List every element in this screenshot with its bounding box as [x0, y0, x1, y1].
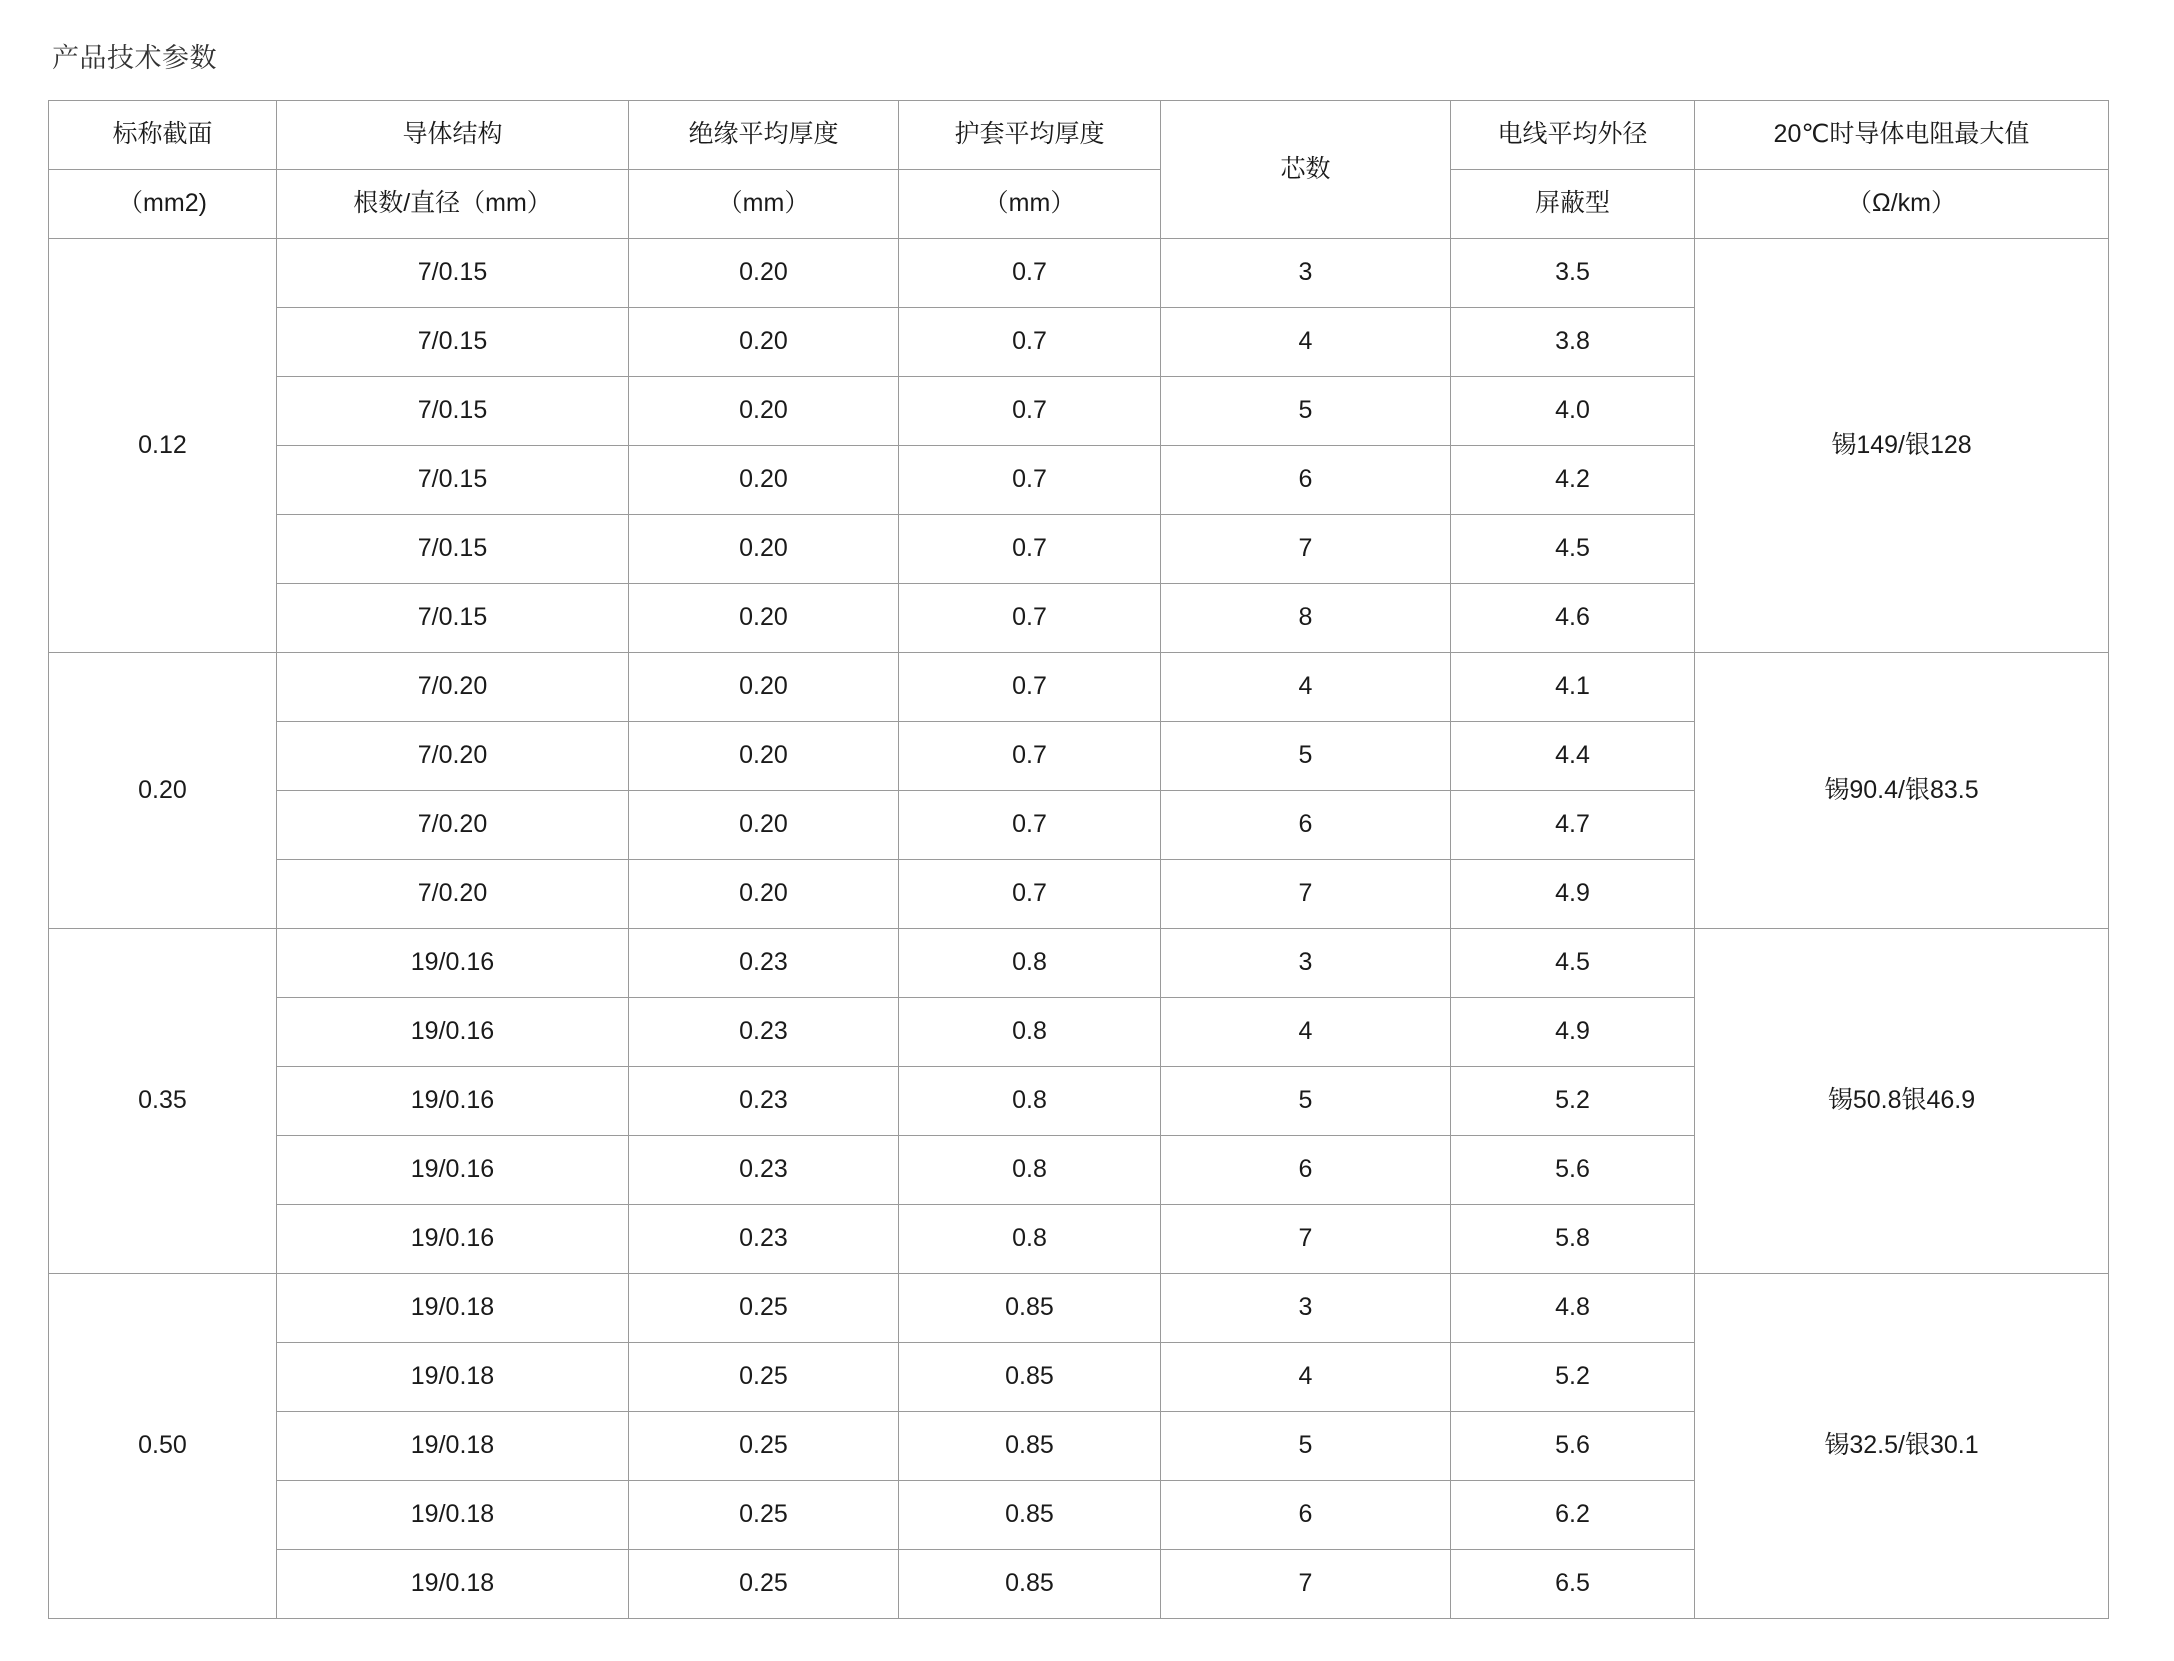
- cell-outer-diameter: 3.8: [1451, 307, 1695, 376]
- cell-outer-diameter: 4.8: [1451, 1273, 1695, 1342]
- table-row: [49, 1273, 2109, 1342]
- cell-sheath-thickness: 0.7: [899, 445, 1161, 514]
- header-insulation-thickness: 绝缘平均厚度: [629, 100, 899, 169]
- cell-core-count: 6: [1161, 790, 1451, 859]
- cell-outer-diameter: 5.6: [1451, 1411, 1695, 1480]
- cell-insulation-thickness: 0.20: [629, 445, 899, 514]
- cell-conductor-structure: 7/0.15: [277, 376, 629, 445]
- cell-outer-diameter: 5.6: [1451, 1135, 1695, 1204]
- cell-sheath-thickness: 0.7: [899, 583, 1161, 652]
- header-resistance-unit: （Ω/km）: [1695, 169, 2109, 238]
- cell-core-count: 4: [1161, 997, 1451, 1066]
- cell-sheath-thickness: 0.8: [899, 1135, 1161, 1204]
- cell-nominal-section: 0.50: [49, 1273, 277, 1618]
- cell-core-count: 7: [1161, 1549, 1451, 1618]
- cell-outer-diameter: 4.2: [1451, 445, 1695, 514]
- cell-insulation-thickness: 0.20: [629, 721, 899, 790]
- cell-conductor-structure: 19/0.16: [277, 997, 629, 1066]
- cell-sheath-thickness: 0.7: [899, 652, 1161, 721]
- cell-core-count: 4: [1161, 1342, 1451, 1411]
- cell-nominal-section: 0.20: [49, 652, 277, 928]
- cell-outer-diameter: 3.5: [1451, 238, 1695, 307]
- cell-sheath-thickness: 0.7: [899, 376, 1161, 445]
- table-body: [49, 238, 2109, 1618]
- cell-insulation-thickness: 0.20: [629, 376, 899, 445]
- cell-core-count: 5: [1161, 1411, 1451, 1480]
- cell-insulation-thickness: 0.23: [629, 997, 899, 1066]
- table-row: [49, 928, 2109, 997]
- cell-insulation-thickness: 0.20: [629, 790, 899, 859]
- table-row: [49, 238, 2109, 307]
- cell-sheath-thickness: 0.7: [899, 721, 1161, 790]
- cell-nominal-section: 0.12: [49, 238, 277, 652]
- cell-conductor-structure: 7/0.20: [277, 652, 629, 721]
- cell-core-count: 6: [1161, 1135, 1451, 1204]
- cell-sheath-thickness: 0.7: [899, 790, 1161, 859]
- header-nominal-section: 标称截面: [49, 100, 277, 169]
- cell-resistance: 锡149/银128: [1695, 238, 2109, 652]
- cell-conductor-structure: 7/0.20: [277, 790, 629, 859]
- header-core-count: 芯数: [1161, 100, 1451, 238]
- cell-outer-diameter: 4.4: [1451, 721, 1695, 790]
- cell-conductor-structure: 19/0.18: [277, 1411, 629, 1480]
- header-row-units: [49, 169, 2109, 238]
- cell-core-count: 7: [1161, 514, 1451, 583]
- cell-sheath-thickness: 0.85: [899, 1549, 1161, 1618]
- cell-insulation-thickness: 0.20: [629, 583, 899, 652]
- cell-outer-diameter: 4.6: [1451, 583, 1695, 652]
- header-resistance: 20℃时导体电阻最大值: [1695, 100, 2109, 169]
- cell-core-count: 6: [1161, 445, 1451, 514]
- cell-outer-diameter: 4.1: [1451, 652, 1695, 721]
- cell-sheath-thickness: 0.8: [899, 928, 1161, 997]
- cell-insulation-thickness: 0.23: [629, 1135, 899, 1204]
- cell-outer-diameter: 4.9: [1451, 859, 1695, 928]
- cell-conductor-structure: 19/0.16: [277, 1204, 629, 1273]
- cell-insulation-thickness: 0.20: [629, 859, 899, 928]
- cell-conductor-structure: 19/0.18: [277, 1273, 629, 1342]
- cell-conductor-structure: 19/0.18: [277, 1480, 629, 1549]
- cell-sheath-thickness: 0.7: [899, 307, 1161, 376]
- header-nominal-section-unit: （mm2): [49, 169, 277, 238]
- cell-conductor-structure: 19/0.16: [277, 928, 629, 997]
- cell-sheath-thickness: 0.7: [899, 514, 1161, 583]
- cell-conductor-structure: 7/0.20: [277, 859, 629, 928]
- cell-insulation-thickness: 0.25: [629, 1411, 899, 1480]
- cell-core-count: 4: [1161, 307, 1451, 376]
- cell-core-count: 8: [1161, 583, 1451, 652]
- cell-outer-diameter: 4.5: [1451, 514, 1695, 583]
- cell-insulation-thickness: 0.23: [629, 1204, 899, 1273]
- cell-insulation-thickness: 0.20: [629, 652, 899, 721]
- cell-outer-diameter: 4.0: [1451, 376, 1695, 445]
- cell-insulation-thickness: 0.25: [629, 1273, 899, 1342]
- cell-sheath-thickness: 0.85: [899, 1411, 1161, 1480]
- cell-conductor-structure: 7/0.20: [277, 721, 629, 790]
- cell-sheath-thickness: 0.7: [899, 238, 1161, 307]
- cell-sheath-thickness: 0.7: [899, 859, 1161, 928]
- cell-conductor-structure: 7/0.15: [277, 514, 629, 583]
- cell-conductor-structure: 7/0.15: [277, 238, 629, 307]
- cell-resistance: 锡90.4/银83.5: [1695, 652, 2109, 928]
- cell-core-count: 6: [1161, 1480, 1451, 1549]
- cell-conductor-structure: 7/0.15: [277, 445, 629, 514]
- cell-core-count: 3: [1161, 238, 1451, 307]
- header-outer-diameter: 电线平均外径: [1451, 100, 1695, 169]
- cell-insulation-thickness: 0.23: [629, 928, 899, 997]
- cell-sheath-thickness: 0.8: [899, 997, 1161, 1066]
- cell-resistance: 锡50.8银46.9: [1695, 928, 2109, 1273]
- header-conductor-structure-unit: 根数/直径（mm）: [277, 169, 629, 238]
- cell-conductor-structure: 19/0.16: [277, 1066, 629, 1135]
- cell-insulation-thickness: 0.25: [629, 1480, 899, 1549]
- cell-outer-diameter: 4.5: [1451, 928, 1695, 997]
- cell-sheath-thickness: 0.85: [899, 1342, 1161, 1411]
- cell-outer-diameter: 4.7: [1451, 790, 1695, 859]
- cell-outer-diameter: 6.2: [1451, 1480, 1695, 1549]
- cell-core-count: 7: [1161, 1204, 1451, 1273]
- header-row-primary: [49, 100, 2109, 169]
- cell-conductor-structure: 19/0.18: [277, 1342, 629, 1411]
- cell-insulation-thickness: 0.20: [629, 514, 899, 583]
- header-sheath-thickness-unit: （mm）: [899, 169, 1161, 238]
- cell-core-count: 5: [1161, 1066, 1451, 1135]
- cell-conductor-structure: 7/0.15: [277, 307, 629, 376]
- cell-core-count: 7: [1161, 859, 1451, 928]
- header-outer-diameter-sub: 屏蔽型: [1451, 169, 1695, 238]
- cell-core-count: 5: [1161, 376, 1451, 445]
- header-conductor-structure: 导体结构: [277, 100, 629, 169]
- cell-core-count: 5: [1161, 721, 1451, 790]
- cell-nominal-section: 0.35: [49, 928, 277, 1273]
- cell-conductor-structure: 19/0.18: [277, 1549, 629, 1618]
- cell-sheath-thickness: 0.85: [899, 1480, 1161, 1549]
- table-row: [49, 652, 2109, 721]
- cell-outer-diameter: 4.9: [1451, 997, 1695, 1066]
- page-title: 产品技术参数: [52, 43, 217, 73]
- cell-core-count: 3: [1161, 1273, 1451, 1342]
- product-spec-table: [48, 100, 2109, 1619]
- cell-core-count: 3: [1161, 928, 1451, 997]
- cell-insulation-thickness: 0.25: [629, 1549, 899, 1618]
- cell-insulation-thickness: 0.23: [629, 1066, 899, 1135]
- cell-insulation-thickness: 0.20: [629, 307, 899, 376]
- cell-insulation-thickness: 0.20: [629, 238, 899, 307]
- cell-sheath-thickness: 0.85: [899, 1273, 1161, 1342]
- header-sheath-thickness: 护套平均厚度: [899, 100, 1161, 169]
- cell-resistance: 锡32.5/银30.1: [1695, 1273, 2109, 1618]
- cell-sheath-thickness: 0.8: [899, 1204, 1161, 1273]
- cell-conductor-structure: 19/0.16: [277, 1135, 629, 1204]
- cell-insulation-thickness: 0.25: [629, 1342, 899, 1411]
- cell-conductor-structure: 7/0.15: [277, 583, 629, 652]
- cell-outer-diameter: 5.2: [1451, 1342, 1695, 1411]
- cell-sheath-thickness: 0.8: [899, 1066, 1161, 1135]
- cell-core-count: 4: [1161, 652, 1451, 721]
- cell-outer-diameter: 5.8: [1451, 1204, 1695, 1273]
- cell-outer-diameter: 6.5: [1451, 1549, 1695, 1618]
- table-head: [49, 100, 2109, 238]
- cell-outer-diameter: 5.2: [1451, 1066, 1695, 1135]
- header-insulation-thickness-unit: （mm）: [629, 169, 899, 238]
